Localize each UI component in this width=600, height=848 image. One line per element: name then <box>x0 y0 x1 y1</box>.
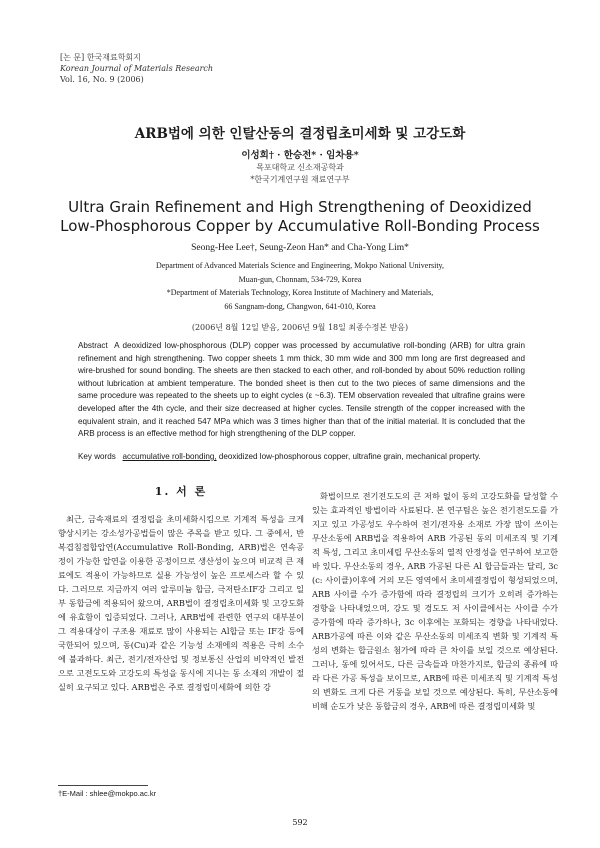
page-number: 592 <box>292 818 308 827</box>
keyword-first: accumulative roll-bonding, <box>122 452 217 461</box>
abstract-label: Abstract <box>78 341 108 350</box>
body-column-right <box>312 489 558 713</box>
journal-volume: Vol. 16, No. 9 (2006) <box>60 75 144 84</box>
section-heading-intro: 1. 서 론 <box>154 485 208 498</box>
received-dates: (2006년 8월 12일 받음, 2006년 9월 18일 최종수정본 받음) <box>191 323 409 332</box>
affiliations-korean <box>0 162 600 186</box>
title-en-line-2: Low-Phosphorous Copper by Accumulative Roll-Bonding Process <box>60 217 540 235</box>
footnote-divider <box>58 785 148 786</box>
affiliation-en-4: 66 Sangnam-dong, Changwon, 641-010, Korea <box>224 301 376 311</box>
abstract-text: A deoxidized low-phosphorous (DLP) copper was processed by accumulative roll-bonding (ARB) for ultra grain refinement and high strengthening. Two copper sheets 1 mm thick, 30 mm wide and 300 mm long are first degreased and wire-brushed for sound bonding. The sheets are then stacked to each other, and roll-bonded by about 50% reduction rolling without lubrication at ambient temperature. The bonded sheet is then cut to the two pieces of same dimensions and the same procedure was repeated to the sheets up to eight cycles (ε ~6.3). TEM observation revealed that ultrafine grains were developed after the 4th cycle, and their size decreased at higher cycles. Tensile strength of the copper increased with the equivalent strain, and it reached 547 MPa which was 3 times higher than that of the initial material. It is concluded that the ARB process is an effective method for high strengthening of the DLP copper. <box>78 341 525 439</box>
abstract <box>78 340 525 441</box>
footnote-email: †E-Mail : shlee@mokpo.ac.kr <box>58 789 157 798</box>
keywords-rest: deoxidized low-phosphorous copper, ultrafine grain, mechanical property. <box>218 452 481 461</box>
journal-name-ko: [논 문] 한국재료학회지 <box>60 53 141 62</box>
affiliation-ko-1: 목포대학교 신소재공학과 <box>256 163 344 172</box>
journal-name-en: Korean Journal of Materials Research <box>60 64 214 73</box>
journal-header <box>60 52 213 85</box>
keywords <box>78 452 525 461</box>
affiliation-en-3: *Department of Materials Technology, Korea Institute of Machinery and Materials, <box>166 288 434 297</box>
authors-english: Seong-Hee Lee†, Seung-Zeon Han* and Cha-Yong Lim* <box>191 243 409 253</box>
title-korean: ARB법에 의한 인탈산동의 결정립초미세화 및 고강도화 <box>134 126 466 142</box>
intro-paragraph-left: 최근, 금속재료의 결정립을 초미세화시킴으로 기계적 특성을 크게 향상시키는 강소성가공법들이 많은 주목을 받고 있다. 그 중에서, 반복겹침접합압연(Accumulative Roll-Bonding, ARB)법은 연속공정이 가능한 압연을 이용한 공정이므로 생산성이 높으며 비교적 큰 재료에도 적용이 가능하므로 실용 가능성이 높은 프로세스라 할 수 있다. 그러므로 지금까지 여러 알루미늄 합금, 극저탄소IF강 그리고 일부 동합금에 적용되어 왔으며, ARB법이 결정립초미세화 및 고강도화에 유효함이 입증되었다. 그러나, ARB법에 관련한 연구의 대부분이 그 적용대상이 구조용 재료로 많이 사용되는 Al합금 또는 IF강 등에 국한되어 있으며, 동(Cu)과 같은 기능성 소재에의 적용은 극히 소수에 불과하다. 최근, 전기/전자산업 및 정보통신 산업의 비약적인 발전으로 고전도도와 고강도의 특성을 동시에 지니는 동 소재의 개발이 절실히 요구되고 있다. ARB법은 주로 결정립미세화에 의한 강 <box>58 514 304 692</box>
affiliation-en-2: Muan-gun, Chonnam, 534-729, Korea <box>238 274 362 284</box>
affiliation-en-1: Department of Advanced Materials Science and Engineering, Mokpo National University, <box>155 261 445 270</box>
title-en-line-1: Ultra Grain Refinement and High Strengthening of Deoxidized <box>68 198 532 216</box>
body-column-left <box>58 485 304 694</box>
affiliation-ko-2: *한국기계연구원 재료연구부 <box>250 175 350 184</box>
authors-korean: 이성희† · 한승전* · 임차용* <box>241 150 359 161</box>
affiliations-english <box>0 259 600 313</box>
title-english <box>0 198 600 236</box>
intro-paragraph-right: 화법이므로 전기전도도의 큰 저하 없이 동의 고강도화를 달성할 수 있는 효과적인 방법이라 사료된다. 본 연구팀은 높은 전기전도도를 가지고 있고 가공성도 우수하여 전기/전자용 소재로 가장 많이 쓰이는 무산소동에 ARB법을 적용하여 ARB 가공된 동의 미세조직 및 기계적 특성, 그리고 초미세립 무산소동의 열적 안정성을 연구하여 보고한 바 있다. 무산소동의 경우, ARB 가공된 다른 Al 합금들과는 달리, 3c (c: 사이클)이후에 거의 모든 영역에서 초미세결정립이 형성되었으며, ARB 사이클 수가 증가함에 따라 결정립의 크기가 오히려 증가하는 경향을 나타내었으며, 강도 및 경도도 저 사이클에서는 사이클 수가 증가함에 따라 증가하나, 3c 이후에는 포화되는 경향을 나타내었다. ARB가공에 따른 이와 같은 무산소동의 미세조직 변화 및 기계적 특성의 변화는 합금원소 첨가에 따라 큰 차이를 보일 것으로 예상된다. 그러나, 동에 있어서도, 다른 금속들과 마찬가지로, 합금의 종류에 따라 다른 가공 특성을 보이므로, ARB에 따른 미세조직 및 기계적 특성의 변화도 크게 다른 거동을 보일 것으로 예상된다. 특히, 무산소동에 비해 순도가 낮은 동합금의 경우, ARB에 따른 결정립미세화 및 <box>312 491 558 711</box>
keywords-label: Key words <box>78 452 116 461</box>
